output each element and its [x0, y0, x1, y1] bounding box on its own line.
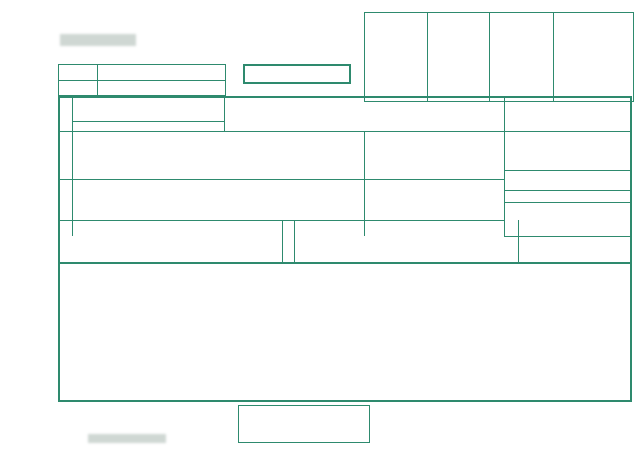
- footer-mayor-redacted: [88, 434, 166, 443]
- id-check-box: [238, 405, 370, 443]
- date-box: [58, 64, 226, 96]
- mayor-name-redacted: [60, 34, 136, 46]
- form-body: [58, 96, 632, 402]
- window-label-box: [243, 64, 351, 84]
- code-table: [364, 12, 634, 102]
